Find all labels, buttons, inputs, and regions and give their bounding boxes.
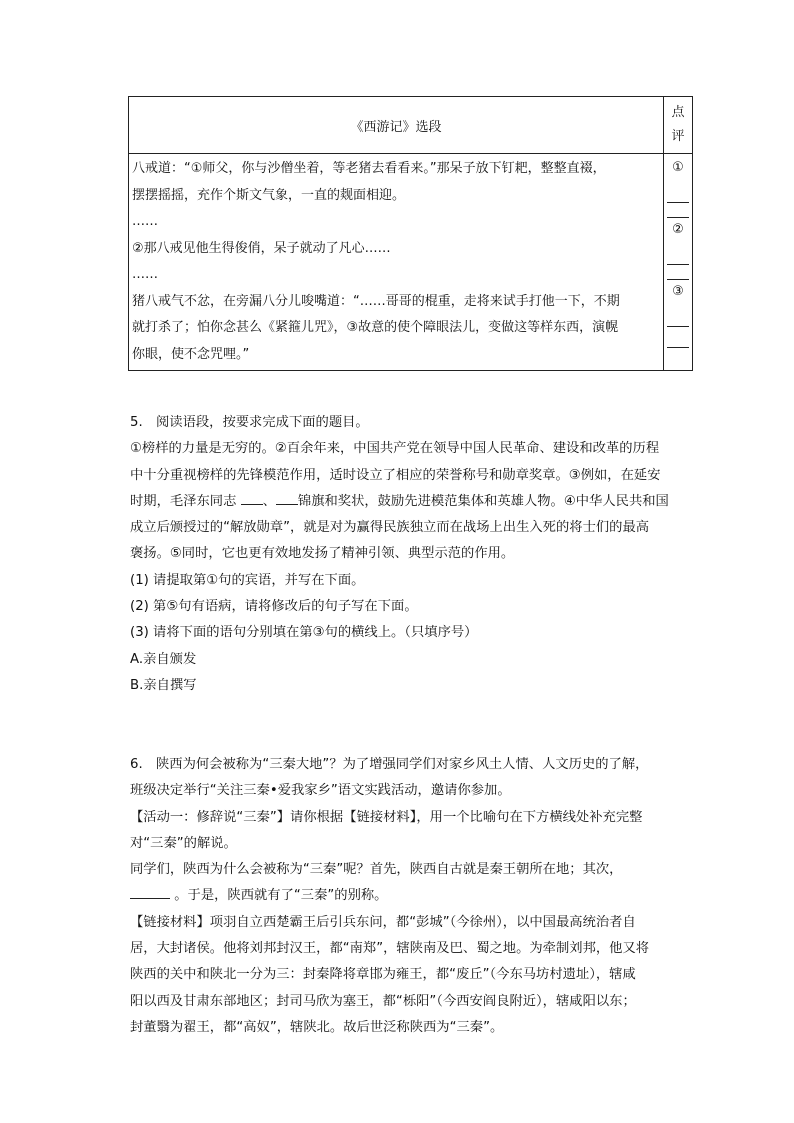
q5-line-start: 时期，毛泽东同志 [130, 493, 237, 509]
note-2: ② [672, 222, 684, 237]
passage-line: 八戒道：“①师父，你与沙僧坐着，等老猪去看看来。”那呆子放下钉耙，整整直裰， [132, 161, 606, 176]
q6-paragraph-line: 同学们，陕西为什么会被称为“三秦”呢？首先，陕西自古就是秦王朝所在地；其次， [130, 862, 623, 878]
linked-material-line: 陕西的关中和陕北一分为三：封秦降将章邯为雍王，都“废丘”（今东马坊村遗址），辖咸 [130, 967, 636, 983]
linked-material-line: 封董翳为翟王，都“高奴”，辖陕北。故后世泛称陕西为“三秦”。 [130, 1019, 504, 1035]
q6-paragraph-line: 对“三秦”的解说。 [130, 835, 237, 851]
passage-cell [129, 154, 664, 371]
q5-paragraph-line: ①榜样的力量是无穷的。②百余年来，中国共产党在领导中国人民革命、建设和改革的历程 [130, 441, 660, 457]
passage-line: …… [132, 267, 158, 282]
q6-answer-line-text: 。于是，陕西就有了“三秦”的别称。 [174, 888, 388, 904]
q6-title: 6. 陕西为何会被称为“三秦大地”？为了增强同学们对家乡风土人情、人文历史的了解， [130, 757, 649, 772]
q5-paragraph-line: 褒扬。⑤同时，它也更有效地发扬了精神引领、典型示范的作用。 [130, 546, 515, 562]
note-3: ③ [672, 284, 684, 299]
question-6 [130, 752, 690, 1041]
q5-title: 5. 阅读语段，按要求完成下面的题目。 [130, 415, 369, 430]
table-header-comment [664, 97, 693, 154]
linked-material-line: 居，大封诸侯。他将刘邦封汉王，都“南郑”，辖陕南及巴、蜀之地。为牵制刘邦，他又将 [130, 941, 650, 957]
passage-line: 猪八戒气不忿，在旁漏八分儿唆嘴道：“……哥哥的棍重，走将来试手打他一下，不期 [132, 293, 620, 309]
question-5 [130, 410, 690, 699]
blank-separator: 、 [262, 493, 276, 509]
note-3-blank-line-2[interactable] [667, 327, 689, 348]
q5-paragraph-line-with-blanks [130, 489, 690, 515]
passage-line: ②那八戒见他生得俊俏，呆子就动了凡心…… [132, 240, 391, 256]
blank-2[interactable] [276, 490, 298, 505]
comment-cell [664, 154, 693, 371]
option-b: B.亲自撰写 [130, 677, 197, 693]
note-1-blank-line[interactable] [667, 180, 689, 203]
q5-line-end: 锦旗和奖状，鼓励先进模范集体和英雄人物。④中华人民共和国 [297, 493, 669, 509]
note-2-blank-line-2[interactable] [667, 265, 689, 280]
passage-line: …… [132, 214, 158, 229]
q5-paragraph-line: 中十分重视榜样的先锋模范作用，适时设立了相应的荣誉称号和勋章奖章。③例如，在延安 [130, 467, 661, 483]
note-1-blank-line-2[interactable] [667, 203, 689, 218]
option-a: A.亲自颁发 [130, 651, 197, 667]
answer-blank[interactable] [130, 884, 170, 899]
passage-line: 你眼，使不念咒哩。” [132, 346, 250, 362]
q5-subquestion-2: (2) 第⑤句有语病，请将修改后的句子写在下面。 [130, 599, 418, 615]
journey-to-the-west-table [128, 96, 693, 371]
note-1: ① [672, 160, 684, 175]
linked-material-line: 【链接材料】项羽自立西楚霸王后引兵东问，都“彭城”（今徐州），以中国最高统治者自 [130, 914, 636, 930]
linked-material-line: 阳以西及甘肃东部地区；封司马欣为塞王，都“栎阳”（今西安阎良附近），辖咸阳以东； [130, 993, 636, 1009]
q5-subquestion-1: (1) 请提取第①句的宾语，并写在下面。 [130, 572, 365, 588]
q5-paragraph-line: 成立后颁授过的“解放勋章”，就是对为赢得民族独立而在战场上出生入死的将士们的最高 [130, 520, 650, 536]
activity-one-heading: 【活动一：修辞说“三秦”】请你根据【链接材料】，用一个比喻句在下方横线处补充完整 [130, 809, 643, 825]
table-header-title: 《西游记》选段 [129, 97, 664, 154]
note-3-blank-line[interactable] [667, 304, 689, 327]
passage-line: 就打杀了；怕你念甚么《紧箍儿咒》，③故意的使个障眼法儿，变做这等样东西，演幌 [132, 320, 619, 335]
passage-line: 摆摆摇摇，充作个斯文气象，一直的觌面相迎。 [132, 187, 406, 203]
q6-paragraph-line: 班级决定举行“关注三秦•爱我家乡”语文实践活动，邀请你参加。 [130, 783, 511, 799]
blank-1[interactable] [241, 490, 263, 505]
comment-header-text: 点 评 [671, 105, 685, 144]
q5-subquestion-3: (3) 请将下面的语句分别填在第③句的横线上。（只填序号） [130, 625, 478, 641]
q6-answer-line [130, 883, 690, 909]
note-2-blank-line[interactable] [667, 242, 689, 265]
